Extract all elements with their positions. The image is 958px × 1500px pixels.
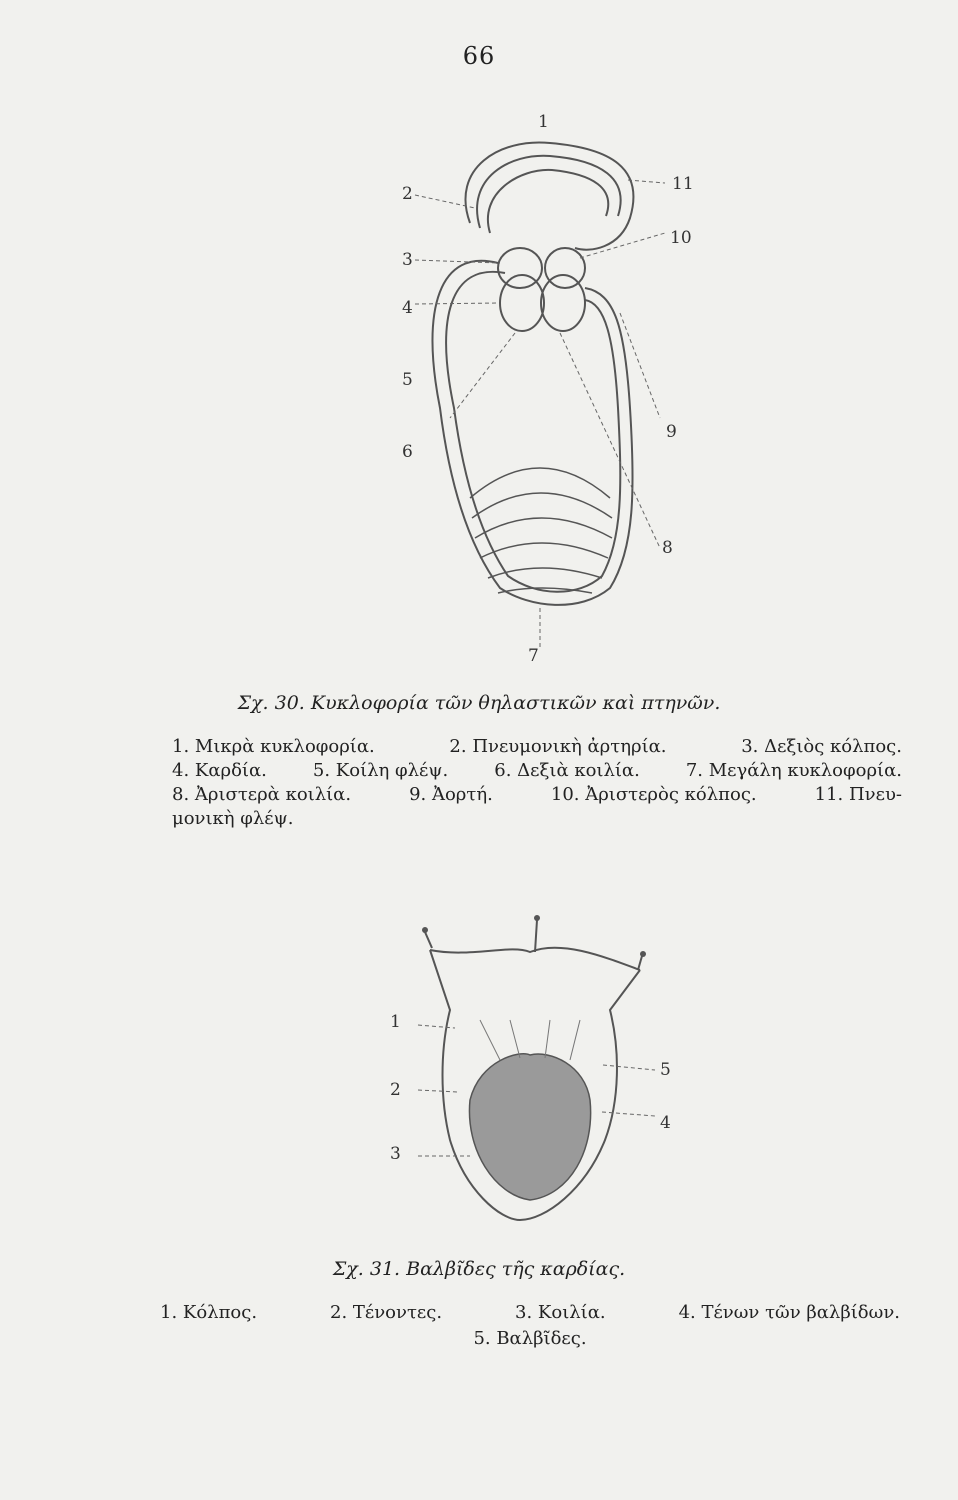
legend-item: 9. Ἀορτή. — [409, 784, 493, 805]
callout-8: 8 — [662, 538, 673, 558]
figure-31-caption: Σχ. 31. Βαλβῖδες τῆς καρδίας. — [332, 1258, 626, 1280]
legend-item: 7. Μεγάλη κυκλοφορία. — [685, 760, 902, 781]
legend-row — [172, 759, 902, 783]
callout-1: 1 — [538, 112, 549, 132]
callout-1: 1 — [390, 1012, 401, 1032]
legend-item: 4. Τένων τῶν βαλβίδων. — [678, 1302, 900, 1323]
legend-row — [172, 735, 902, 759]
legend-row — [172, 783, 902, 807]
callout-5: 5 — [402, 370, 413, 390]
legend-item: 5. Κοίλη φλέψ. — [312, 760, 449, 781]
page-number: 66 — [462, 42, 496, 70]
callout-11: 11 — [672, 174, 694, 194]
legend-item: 1. Κόλπος. — [160, 1302, 258, 1323]
callout-2: 2 — [402, 184, 413, 204]
callout-6: 6 — [402, 442, 413, 462]
figure-31-legend — [160, 1300, 900, 1352]
callout-5: 5 — [660, 1060, 671, 1080]
legend-row — [160, 1300, 900, 1326]
legend-item: 1. Μικρὰ κυκλοφορία. — [172, 736, 375, 757]
legend-row — [172, 807, 902, 831]
callout-4: 4 — [402, 298, 413, 318]
figure-30-legend — [172, 735, 902, 831]
legend-item: 2. Πνευμονικὴ ἀρτηρία. — [449, 736, 667, 757]
legend-row — [160, 1326, 900, 1352]
heart-valves-illustration — [370, 900, 690, 1240]
heart-valves-drawing — [370, 900, 690, 1240]
callout-7: 7 — [528, 646, 539, 666]
callout-2: 2 — [390, 1080, 401, 1100]
legend-item: 2. Τένοντες. — [330, 1302, 443, 1323]
legend-item: μονικὴ φλέψ. — [172, 808, 294, 829]
callout-4: 4 — [660, 1113, 671, 1133]
legend-item: 10. Ἀριστερὸς κόλπος. — [550, 784, 757, 805]
callout-3: 3 — [390, 1144, 401, 1164]
legend-item: 4. Καρδία. — [172, 760, 267, 781]
callout-3: 3 — [402, 250, 413, 270]
legend-item: 5. Βαλβῖδες. — [473, 1328, 587, 1349]
callout-9: 9 — [666, 422, 677, 442]
legend-item: 3. Δεξιὸς κόλπος. — [741, 736, 902, 757]
legend-item: 11. Πνευ- — [814, 784, 902, 805]
legend-item: 8. Ἀριστερὰ κοιλία. — [172, 784, 352, 805]
callout-10: 10 — [670, 228, 692, 248]
legend-item: 6. Δεξιὰ κοιλία. — [494, 760, 640, 781]
legend-item: 3. Κοιλία. — [515, 1302, 606, 1323]
figure-30-caption: Σχ. 30. Κυκλοφορία τῶν θηλαστικῶν καὶ πτηνῶν. — [237, 692, 721, 714]
circulation-drawing — [380, 108, 720, 668]
circulation-illustration — [380, 108, 720, 668]
